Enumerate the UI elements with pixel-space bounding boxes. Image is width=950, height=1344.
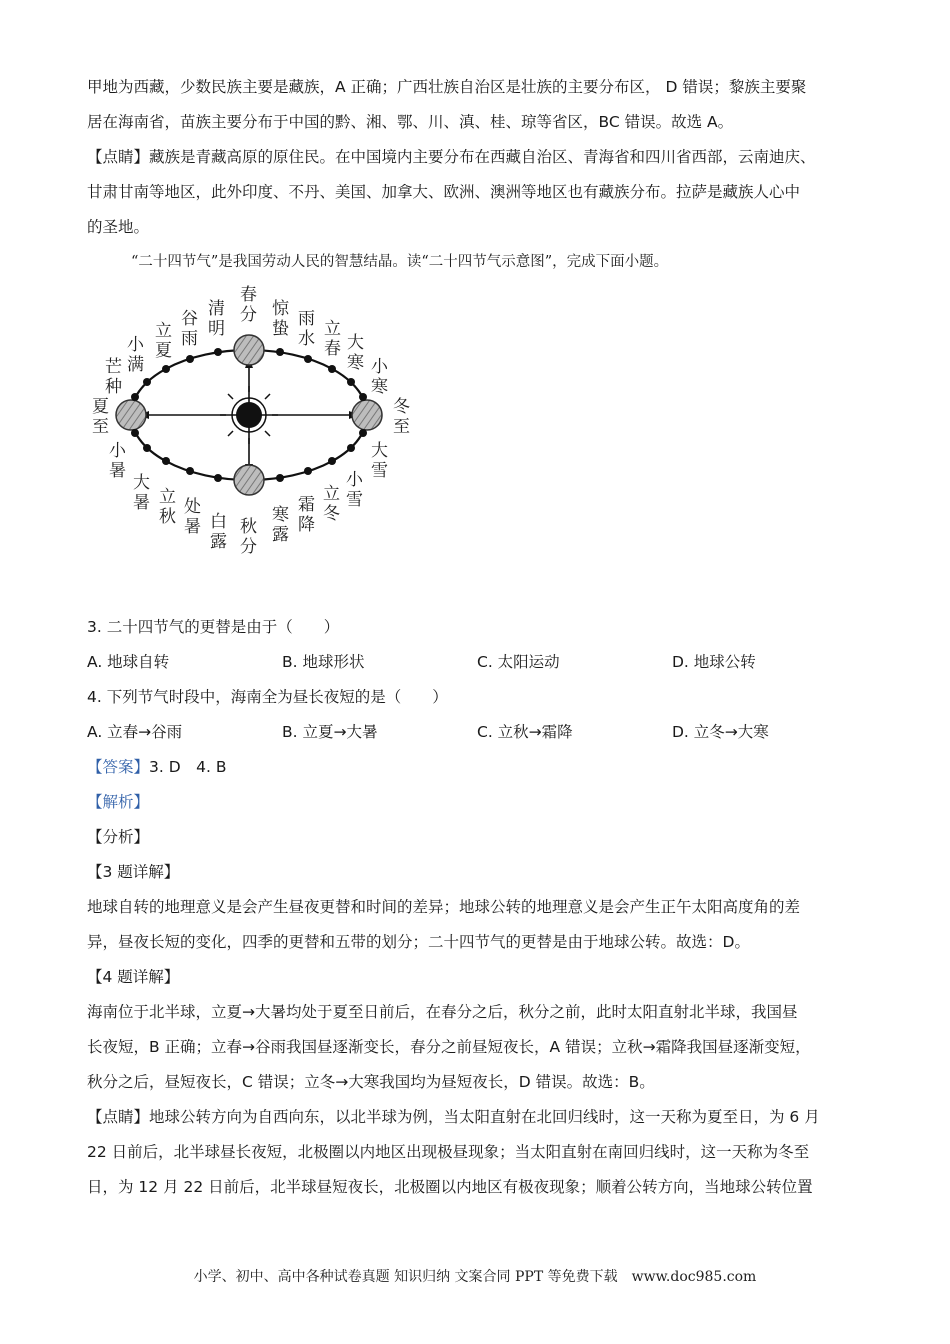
dianjing-line: 的圣地。	[87, 218, 150, 236]
term-mangzhong: 芒	[105, 357, 122, 377]
term-xiaoshu: 小	[109, 441, 126, 461]
option-c: C. 立秋→霜降	[477, 723, 573, 741]
term-dongzhi-2: 至	[393, 417, 410, 437]
term-guyu: 谷	[181, 309, 198, 329]
option-a: A. 立春→谷雨	[87, 723, 183, 741]
term-chunfen: 春	[240, 285, 257, 305]
text-line: 居在海南省，苗族主要分布于中国的黔、湘、鄂、川、滇、桂、琼等省区，BC 错误。故选 A。	[87, 113, 734, 131]
term-xiaoshu-2: 暑	[109, 461, 126, 481]
term-bailu: 白	[210, 512, 227, 532]
term-qingming: 清	[208, 299, 225, 319]
option-a: A. 地球自转	[87, 653, 170, 671]
term-xiaohan-2: 寒	[371, 377, 388, 397]
term-xiaoxue: 小	[346, 470, 363, 490]
term-qingming-2: 明	[208, 319, 225, 339]
term-chushu: 处	[184, 497, 201, 517]
term-qiufen-2: 分	[240, 537, 257, 557]
term-qiufen: 秋	[240, 517, 257, 537]
term-lidong-2: 冬	[323, 504, 340, 524]
document-body	[87, 70, 877, 1205]
term-bailu-2: 露	[210, 532, 227, 552]
q4-detail-line: 海南位于北半球，立夏→大暑均处于夏至日前后，在春分之后，秋分之前，此时太阳直射北半球，我国昼	[87, 1003, 798, 1021]
term-mangzhong-2: 种	[105, 377, 122, 397]
term-lidong: 立	[323, 484, 340, 504]
q3-detail-line: 地球自转的地理意义是会产生昼夜更替和时间的差异；地球公转的地理意义是会产生正午太阳高度角的差	[87, 898, 801, 916]
question-4-options	[87, 715, 877, 750]
term-xiaoman-2: 满	[127, 355, 144, 375]
question-3-stem: 3. 二十四节气的更替是由于（ ）	[87, 618, 340, 636]
term-lixia: 立	[155, 321, 172, 341]
term-lichun-2: 春	[324, 339, 341, 359]
dianjing-line: 22 日前后，北半球昼长夜短，北极圈以内地区出现极昼现象；当太阳直射在南回归线时，这一天称为冬至	[87, 1143, 810, 1161]
jiexi-heading: 【解析】	[87, 793, 150, 811]
option-d: D. 地球公转	[672, 653, 756, 671]
option-c: C. 太阳运动	[477, 653, 560, 671]
term-guyu-2: 雨	[181, 329, 198, 349]
term-shuangjiang-2: 降	[298, 515, 315, 535]
term-chushu-2: 暑	[184, 517, 201, 537]
term-dashu: 大	[133, 473, 150, 493]
term-jingzhe: 惊	[272, 299, 289, 319]
term-xiaoman: 小	[127, 335, 144, 355]
dianjing-line: 甘肃甘南等地区，此外印度、不丹、美国、加拿大、欧洲、澳洲等地区也有藏族分布。拉萨是藏族人心中	[87, 183, 801, 201]
term-hanlu-2: 露	[272, 525, 289, 545]
term-xiazhi: 夏	[92, 397, 109, 417]
fenxi-heading: 【分析】	[87, 828, 150, 846]
dianjing-line: 【点睛】藏族是青藏高原的原住民。在中国境内主要分布在西藏自治区、青海省和四川省西部，云南迪庆、	[87, 148, 816, 166]
answer-text: 3. D 4. B	[149, 758, 227, 776]
question-intro: “二十四节气”是我国劳动人民的智慧结晶。读“二十四节气示意图”，完成下面小题。	[131, 254, 669, 270]
page-footer: 小学、初中、高中各种试卷真题 知识归纳 文案合同 PPT 等免费下载 www.doc985.com	[193, 1269, 757, 1285]
text-line: 甲地为西藏，少数民族主要是藏族，A 正确；广西壮族自治区是壮族的主要分布区， D 错误；黎族主要聚	[87, 78, 807, 96]
term-liqiu-2: 秋	[159, 507, 176, 527]
dianjing-line: 日，为 12 月 22 日前后，北半球昼短夜长，北极圈以内地区有极夜现象；顺着公转方向，当地球公转位置	[87, 1178, 813, 1196]
term-xiaoxue-2: 雪	[346, 490, 363, 510]
term-xiazhi-2: 至	[92, 417, 109, 437]
option-b: B. 地球形状	[282, 653, 365, 671]
option-b: B. 立夏→大暑	[282, 723, 378, 741]
term-jingzhe-2: 蛰	[272, 319, 289, 339]
term-daxue-2: 雪	[371, 461, 388, 481]
term-dahan: 大	[347, 333, 364, 353]
answer-label: 【答案】	[87, 758, 150, 776]
q4-detail-heading: 【4 题详解】	[87, 968, 180, 986]
answer-line	[87, 750, 877, 785]
term-daxue: 大	[371, 441, 388, 461]
q4-detail-line: 长夜短，B 正确；立春→谷雨我国昼逐渐变长，春分之前昼短夜长，A 错误；立秋→霜降我国昼逐渐变短，	[87, 1038, 811, 1056]
q3-detail-line: 异，昼夜长短的变化，四季的更替和五带的划分；二十四节气的更替是由于地球公转。故选：D。	[87, 933, 750, 951]
term-liqiu: 立	[159, 487, 176, 507]
term-yushui: 雨	[298, 309, 315, 329]
term-yushui-2: 水	[298, 329, 315, 349]
term-dashu-2: 暑	[133, 493, 150, 513]
term-dongzhi: 冬	[393, 397, 410, 417]
q3-detail-heading: 【3 题详解】	[87, 863, 180, 881]
question-3-options	[87, 645, 877, 680]
term-chunfen-2: 分	[240, 305, 257, 325]
orbit-svg	[87, 280, 427, 610]
term-dahan-2: 寒	[347, 353, 364, 373]
solar-terms-diagram	[87, 280, 877, 610]
option-d: D. 立冬→大寒	[672, 723, 769, 741]
dianjing-line: 【点睛】地球公转方向为自西向东，以北半球为例，当太阳直射在北回归线时，这一天称为夏至日，为 6 月	[87, 1108, 820, 1126]
term-hanlu: 寒	[272, 505, 289, 525]
term-lixia-2: 夏	[155, 341, 172, 361]
term-lichun: 立	[324, 319, 341, 339]
term-shuangjiang: 霜	[298, 495, 315, 515]
q4-detail-line: 秋分之后，昼短夜长，C 错误；立冬→大寒我国均为昼短夜长，D 错误。故选：B。	[87, 1073, 655, 1091]
question-4-stem: 4. 下列节气时段中，海南全为昼长夜短的是（ ）	[87, 688, 448, 706]
term-xiaohan: 小	[371, 357, 388, 377]
